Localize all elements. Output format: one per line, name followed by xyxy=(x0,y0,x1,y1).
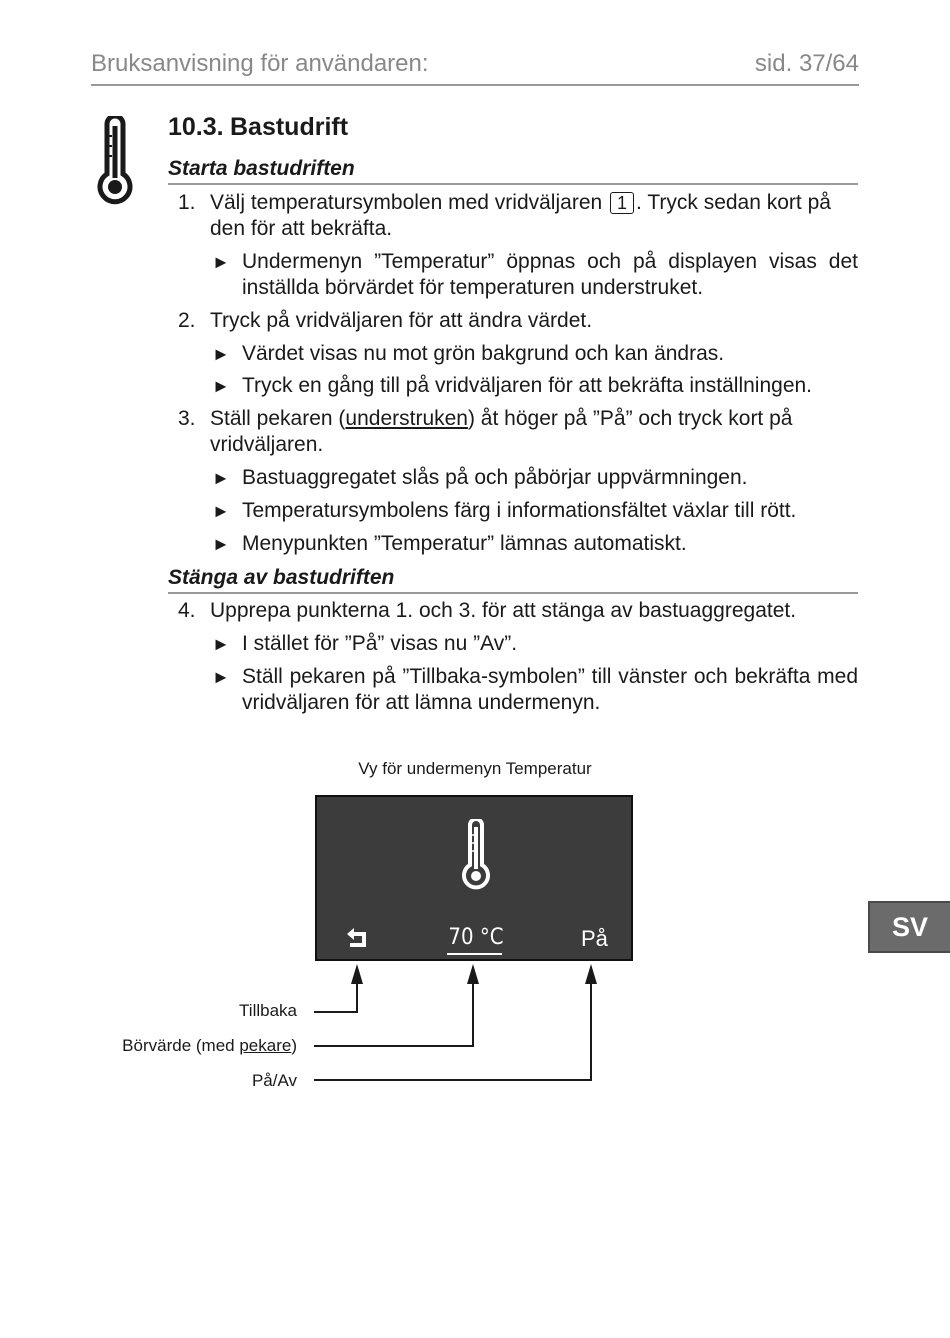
step-2 xyxy=(178,308,858,334)
section-name: Bastudrift xyxy=(230,113,349,141)
display-screen xyxy=(315,795,633,961)
thermometer-icon xyxy=(458,819,494,893)
bullet-text: Värdet visas nu mot grön bakgrund och kan ändras. xyxy=(242,342,725,365)
bullet-5 xyxy=(212,498,858,524)
bullet-2 xyxy=(212,341,858,367)
bullet-marker: ► xyxy=(212,376,230,396)
step-text: Välj temperatursymbolen med vridväljaren xyxy=(210,191,603,214)
pointer-underline xyxy=(447,953,502,955)
label-on-off: På/Av xyxy=(251,1071,297,1090)
language-tab: SV xyxy=(868,901,950,953)
bullet-text: Temperatursymbolens färg i informationsfältet växlar till rött. xyxy=(242,499,797,522)
page-header xyxy=(91,48,859,86)
bullet-3 xyxy=(212,373,858,399)
section-title xyxy=(168,113,348,142)
step-3 xyxy=(178,406,858,458)
page-number: sid. 37/64 xyxy=(754,50,859,77)
step-number: 2. xyxy=(178,309,196,332)
bullet-marker: ► xyxy=(212,468,230,488)
bullet-8 xyxy=(212,664,858,716)
bullet-marker: ► xyxy=(212,534,230,554)
bullet-marker: ► xyxy=(212,252,230,272)
step-number: 3. xyxy=(178,407,196,430)
step-text: den för att bekräfta. xyxy=(210,217,393,240)
label-back: Tillbaka xyxy=(239,1001,297,1020)
bullet-text: I stället för ”På” visas nu ”Av”. xyxy=(242,632,518,655)
bullet-1 xyxy=(212,249,858,301)
start-heading: Starta bastudriften xyxy=(168,157,858,185)
label-setpoint xyxy=(122,1036,297,1056)
bullet-6 xyxy=(212,531,858,557)
bullet-marker: ► xyxy=(212,501,230,521)
step-text: vridväljaren. xyxy=(210,433,324,456)
bullet-text: Menypunkten ”Temperatur” lämnas automatiskt. xyxy=(242,532,687,555)
header-title: Bruksanvisning för användaren: xyxy=(91,50,429,77)
bullet-marker: ► xyxy=(212,667,230,687)
bullet-text: Undermenyn ”Temperatur” öppnas och på displayen visas det inställda börvärdet för temperaturen understruket. xyxy=(242,250,858,299)
label-text-underlined: pekare xyxy=(239,1036,292,1055)
label-text: Börvärde (med xyxy=(122,1036,240,1055)
bullet-marker: ► xyxy=(212,634,230,654)
bullet-text: Tryck en gång till på vridväljaren för att bekräfta inställningen. xyxy=(242,374,813,397)
thermometer-icon xyxy=(92,116,138,208)
step-number: 4. xyxy=(178,599,196,622)
figure-caption: Vy för undermenyn Temperatur xyxy=(358,759,592,778)
step-number: 1. xyxy=(178,191,196,214)
callout-lines xyxy=(300,960,610,1085)
on-off-option[interactable]: På xyxy=(581,926,608,951)
section-number: 10.3. xyxy=(168,113,224,141)
bullet-4 xyxy=(212,465,858,491)
step-text: Upprepa punkterna 1. och 3. för att stänga av bastuaggregatet. xyxy=(210,599,797,622)
bullet-text: Bastuaggregatet slås på och påbörjar uppvärmningen. xyxy=(242,466,748,489)
bullet-marker: ► xyxy=(212,344,230,364)
step-1 xyxy=(178,190,858,242)
bullet-7 xyxy=(212,631,858,657)
setpoint-value[interactable]: 70 °C xyxy=(448,925,504,950)
label-text: ) xyxy=(291,1036,297,1055)
step-text: Tryck på vridväljaren för att ändra värdet. xyxy=(210,309,593,332)
stop-heading: Stänga av bastudriften xyxy=(168,566,858,594)
step-4 xyxy=(178,598,858,624)
step-text: ) åt höger på ”På” och tryck kort på xyxy=(467,407,793,430)
step-text-underlined: understruken xyxy=(345,407,468,430)
bullet-text: Ställ pekaren på ”Tillbaka-symbolen” till vänster och bekräfta med vridväljaren för att lämna undermenyn. xyxy=(242,665,858,714)
step-text: . Tryck sedan kort på xyxy=(636,191,831,214)
back-arrow-icon[interactable] xyxy=(344,925,370,949)
knob-key-label: 1 xyxy=(610,192,634,214)
step-text: Ställ pekaren ( xyxy=(210,407,346,430)
